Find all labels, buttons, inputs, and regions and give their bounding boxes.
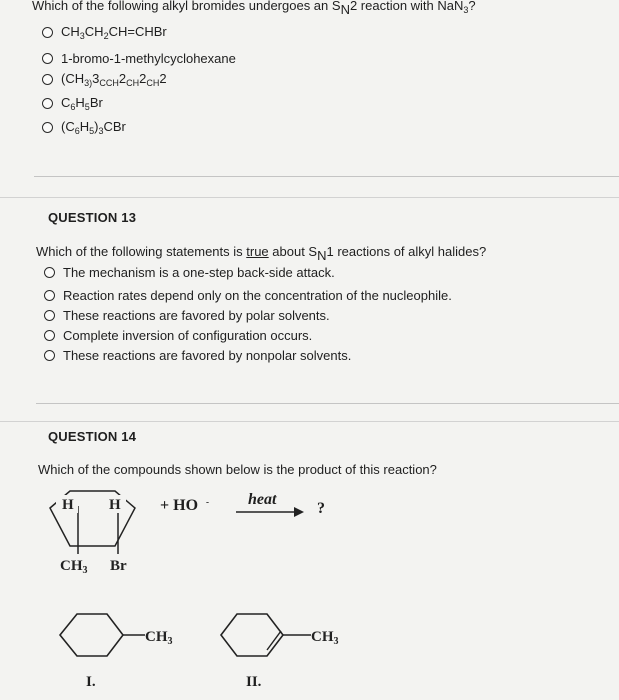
reaction-arrow-icon xyxy=(236,506,304,518)
q13-option-2[interactable] xyxy=(44,288,452,303)
product-1-structure xyxy=(55,606,195,666)
q12-option-3[interactable] xyxy=(42,71,167,88)
option-label: $C_6H_5Br$ xyxy=(61,95,103,112)
product-1-label: I. xyxy=(86,674,96,690)
q12-option-1[interactable] xyxy=(42,24,167,41)
q13-option-4[interactable] xyxy=(44,328,312,343)
q12-option-2[interactable] xyxy=(42,51,236,66)
question-14-heading: QUESTION 14 xyxy=(48,429,137,444)
separator-line xyxy=(0,421,619,422)
reactant-structure xyxy=(40,486,150,581)
option-label: $(C_6H_5)_3CBr$ xyxy=(61,119,126,136)
question-14-stem: Which of the compounds shown below is the product of this reaction? xyxy=(38,462,437,477)
radio-button[interactable] xyxy=(42,98,53,109)
unknown-product: ? xyxy=(317,500,325,517)
option-label: These reactions are favored by polar solvents. xyxy=(63,308,330,323)
question-13-stem: Which of the following statements is true about SN1 reactions of alkyl halides? xyxy=(36,244,487,263)
question-12-stem: Which of the following alkyl bromides undergoes an SN2 reaction with NaN$_3$? xyxy=(32,0,476,17)
product-2-ch3: $CH_3$ xyxy=(311,629,339,647)
reaction-condition: heat xyxy=(248,491,277,508)
option-label: Reaction rates depend only on the concentration of the nucleophile. xyxy=(63,288,452,303)
q13-option-1[interactable] xyxy=(44,265,335,280)
q13-option-3[interactable] xyxy=(44,308,330,323)
radio-button[interactable] xyxy=(44,350,55,361)
product-2-structure xyxy=(215,606,365,666)
option-label: ($CH_{3)}3_{CCH}2_{CH}2_{CH}2$ xyxy=(61,71,167,88)
option-label: These reactions are favored by nonpolar solvents. xyxy=(63,348,352,363)
radio-button[interactable] xyxy=(44,290,55,301)
option-label: 1-bromo-1-methylcyclohexane xyxy=(61,51,236,66)
option-label: $CH_3CH_2CH=CHBr$ xyxy=(61,24,167,41)
reactant-ch3: $CH_3$ xyxy=(60,558,88,576)
question-13-heading: QUESTION 13 xyxy=(48,210,137,225)
radio-button[interactable] xyxy=(42,53,53,64)
separator-line xyxy=(0,197,619,198)
radio-button[interactable] xyxy=(44,330,55,341)
radio-button[interactable] xyxy=(42,122,53,133)
radio-button[interactable] xyxy=(42,74,53,85)
radio-button[interactable] xyxy=(44,310,55,321)
reactant-h-right: H xyxy=(109,497,121,513)
q12-option-4[interactable] xyxy=(42,95,103,112)
separator-line xyxy=(34,176,619,177)
reactant-h-left: H xyxy=(62,497,74,513)
radio-button[interactable] xyxy=(44,267,55,278)
radio-button[interactable] xyxy=(42,27,53,38)
separator-line xyxy=(36,403,619,404)
hydroxide-reagent: + HO - xyxy=(160,497,210,514)
option-label: Complete inversion of configuration occurs. xyxy=(63,328,313,343)
product-2-label: II. xyxy=(246,674,262,690)
reactant-br: Br xyxy=(110,558,127,574)
q13-option-5[interactable] xyxy=(44,348,351,363)
option-label: The mechanism is a one-step back-side attack. xyxy=(63,265,335,280)
product-1-ch3: $CH_3$ xyxy=(145,629,173,647)
q12-option-5[interactable] xyxy=(42,119,126,136)
